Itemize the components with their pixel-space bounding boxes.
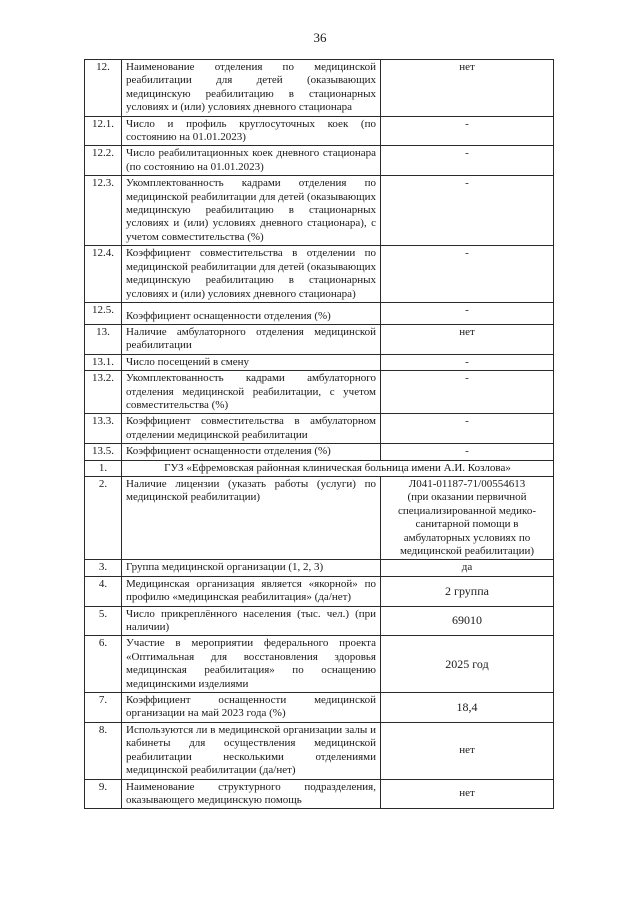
table-row bbox=[85, 146, 554, 176]
row-number: 13. bbox=[85, 324, 122, 354]
row-value: 2025 год bbox=[381, 636, 554, 693]
row-value: нет bbox=[381, 60, 554, 117]
table-row bbox=[85, 560, 554, 576]
row-description: Наименование отделения по медицинской реабилитации для детей (оказывающих медицинскую реабилитацию в стационарных условиях и (или) условиях дневного стационара bbox=[122, 60, 381, 117]
row-value: 18,4 bbox=[381, 693, 554, 723]
table-row bbox=[85, 60, 554, 117]
row-value: - bbox=[381, 354, 554, 370]
row-description: Коэффициент совместительства в отделении по медицинской реабилитации для детей (оказывающих медицинскую реабилитацию в стационарных условиях и (или) условиях дневного стационара) bbox=[122, 246, 381, 303]
row-value: Л041-01187-71/00554613 (при оказании первичной специализированной медико-санитарной помощи в амбулаторных условиях по медицинской реабилитации) bbox=[381, 476, 554, 559]
row-number: 12. bbox=[85, 60, 122, 117]
row-value: - bbox=[381, 116, 554, 146]
row-number: 6. bbox=[85, 636, 122, 693]
row-value: нет bbox=[381, 324, 554, 354]
row-value: - bbox=[381, 246, 554, 303]
row-value: - bbox=[381, 146, 554, 176]
table-row bbox=[85, 371, 554, 414]
hospital-name: ГУЗ «Ефремовская районная клиническая больница имени А.И. Козлова» bbox=[122, 460, 554, 476]
row-description: Коэффициент оснащенности медицинской организации на май 2023 года (%) bbox=[122, 693, 381, 723]
row-number: 3. bbox=[85, 560, 122, 576]
row-number: 7. bbox=[85, 693, 122, 723]
row-number: 13.3. bbox=[85, 414, 122, 444]
row-description: Число реабилитационных коек дневного стационара (по состоянию на 01.01.2023) bbox=[122, 146, 381, 176]
row-description: Группа медицинской организации (1, 2, 3) bbox=[122, 560, 381, 576]
row-value: да bbox=[381, 560, 554, 576]
table-row bbox=[85, 606, 554, 636]
row-value: - bbox=[381, 176, 554, 246]
table-row bbox=[85, 576, 554, 606]
row-number: 4. bbox=[85, 576, 122, 606]
row-number: 12.4. bbox=[85, 246, 122, 303]
hospital-header-row bbox=[85, 460, 554, 476]
table-row bbox=[85, 324, 554, 354]
row-description: Число прикреплённого населения (тыс. чел.) (при наличии) bbox=[122, 606, 381, 636]
row-description: Число и профиль круглосуточных коек (по состоянию на 01.01.2023) bbox=[122, 116, 381, 146]
row-value: - bbox=[381, 414, 554, 444]
row-description: Наличие амбулаторного отделения медицинской реабилитации bbox=[122, 324, 381, 354]
row-description: Наличие лицензии (указать работы (услуги) по медицинской реабилитации) bbox=[122, 476, 381, 559]
row-number: 2. bbox=[85, 476, 122, 559]
table-row bbox=[85, 302, 554, 324]
table-row bbox=[85, 116, 554, 146]
table-row bbox=[85, 476, 554, 559]
table-row bbox=[85, 246, 554, 303]
row-description: Коэффициент оснащенности отделения (%) bbox=[122, 444, 381, 460]
row-description: Используются ли в медицинской организации залы и кабинеты для осуществления медицинской реабилитации несколькими отделениями медицинской реабилитации (да/нет) bbox=[122, 722, 381, 779]
row-number: 12.5. bbox=[85, 302, 122, 324]
row-value: - bbox=[381, 371, 554, 414]
row-number: 9. bbox=[85, 779, 122, 809]
table-row bbox=[85, 779, 554, 809]
row-description: Коэффициент оснащенности отделения (%) bbox=[122, 302, 381, 324]
row-number: 12.1. bbox=[85, 116, 122, 146]
row-description: Коэффициент совместительства в амбулаторном отделении медицинской реабилитации bbox=[122, 414, 381, 444]
table-row bbox=[85, 693, 554, 723]
table-row bbox=[85, 444, 554, 460]
table-row bbox=[85, 354, 554, 370]
row-number: 13.1. bbox=[85, 354, 122, 370]
row-number: 13.5. bbox=[85, 444, 122, 460]
table-row bbox=[85, 176, 554, 246]
row-description: Наименование структурного подразделения, оказывающего медицинскую помощь bbox=[122, 779, 381, 809]
row-description: Укомплектованность кадрами амбулаторного отделения медицинской реабилитации, с учетом совместительства (%) bbox=[122, 371, 381, 414]
row-value: 2 группа bbox=[381, 576, 554, 606]
row-description: Медицинская организация является «якорной» по профилю «медицинская реабилитация» (да/нет) bbox=[122, 576, 381, 606]
row-number: 8. bbox=[85, 722, 122, 779]
row-description: Участие в мероприятии федерального проекта «Оптимальная для восстановления здоровья медицинская реабилитация» по оснащению медицинскими изделиями bbox=[122, 636, 381, 693]
row-number: 12.2. bbox=[85, 146, 122, 176]
row-number: 12.3. bbox=[85, 176, 122, 246]
rehab-table bbox=[84, 59, 554, 809]
row-number: 13.2. bbox=[85, 371, 122, 414]
row-value: - bbox=[381, 302, 554, 324]
row-value: 69010 bbox=[381, 606, 554, 636]
row-description: Число посещений в смену bbox=[122, 354, 381, 370]
row-number: 5. bbox=[85, 606, 122, 636]
table-row bbox=[85, 636, 554, 693]
page-number: 36 bbox=[313, 30, 327, 45]
row-value: нет bbox=[381, 779, 554, 809]
table-row bbox=[85, 414, 554, 444]
row-description: Укомплектованность кадрами отделения по медицинской реабилитации для детей (оказывающих медицинскую реабилитацию в стационарных условиях и (или) условиях дневного стационара), с учетом совместительства (%) bbox=[122, 176, 381, 246]
table-row bbox=[85, 722, 554, 779]
row-value: - bbox=[381, 444, 554, 460]
row-value: нет bbox=[381, 722, 554, 779]
row-number: 1. bbox=[85, 460, 122, 476]
